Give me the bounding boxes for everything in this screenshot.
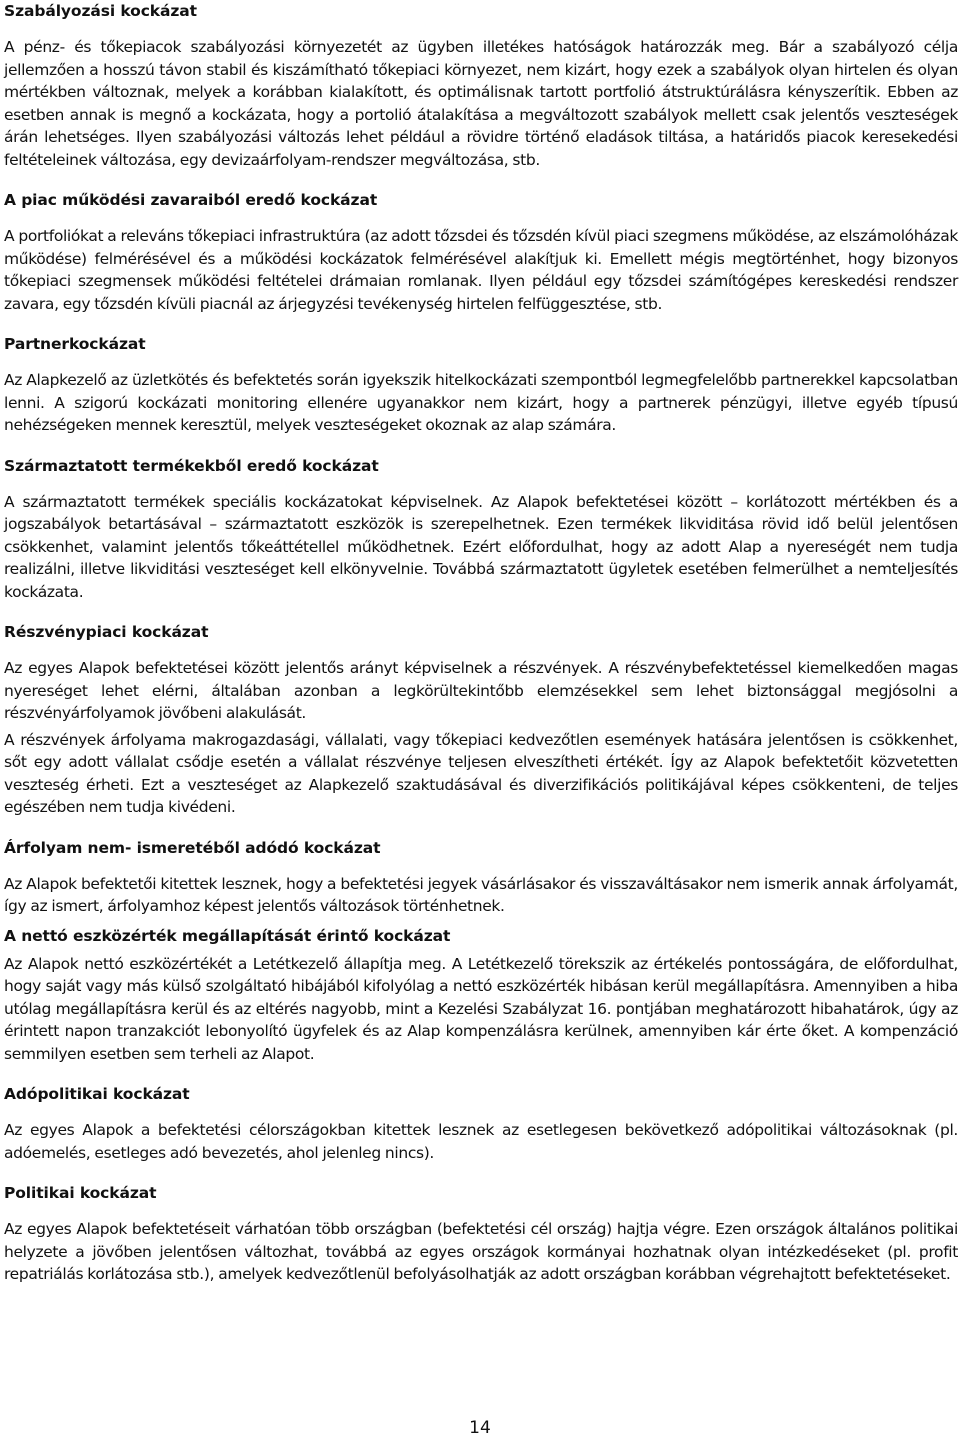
section-paragraph: Az egyes Alapok befektetései között jelentős arányt képviselnek a részvények. A részvénybefektetéssel kiemelkedően magas nyereséget lehet elérni, általában azonban a legkörültekintőbb elemzésekkel sem lehet biztonsággal megjósolni a részvényárfolyamok jövőbeni alakulását. — [4, 659, 958, 722]
section-heading: Szabályozási kockázat — [4, 2, 197, 20]
section-paragraph: A pénz- és tőkepiacok szabályozási környezetét az ügyben illetékes hatóságok határozzák meg. Bár a szabályozó célja jellemzően a hosszú távon stabil és kiszámítható tőkepiaci környezet, nem kizárt, hogy ezek a szabályok olyan hirtelen és olyan mértékben változnak, melyek a korábban kialakított, és optimálisnak tartott portfolió átstruktúrálásra kényszerítik. Ebben az esetben annak is megnő a kockázata, hogy a portolió átalakítása a megváltozott szabályok mellett csak jelentős veszteségek árán lehetséges. Ilyen szabályozási változás lehet például a rövidre történő eladások tiltása, a határidős piacok keresekedési feltételeinek változása, egy devizaárfolyam-rendszer megváltozása, stb. — [4, 38, 958, 169]
section-paragraph: A részvények árfolyama makrogazdasági, vállalati, vagy tőkepiaci kedvezőtlen események hatására jelentősen is csökkenhet, sőt egy adott vállalat csődje esetén a vállalat részvénye teljesen elveszítheti értékét. Így az Alapok befektetőit közvetetten veszteség érheti. Ezt a veszteséget az Alapkezelő szaktudásával és diverzifikációs politikájával képes csökkenteni, de teljes egészében nem tudja kivédeni. — [4, 730, 958, 816]
section-heading: Partnerkockázat — [4, 335, 146, 353]
section-paragraph: Az Alapok befektetői kitettek lesznek, hogy a befektetési jegyek vásárlásakor és visszaváltásakor nem ismerik annak árfolyamát, így az ismert, árfolyamhoz képest jelentős változások történhetnek. — [4, 874, 958, 915]
section-heading: Részvénypiaci kockázat — [4, 623, 209, 641]
section-paragraph: Az Alapkezelő az üzletkötés és befektetés során igyekszik hitelkockázati szempontból legmegfelelőbb partnerekkel kapcsolatban lenni. A szigorú kockázati monitoring ellenére ugyanakkor nem kizárt, hogy a partnerek pénzügyi, illetve egyéb típusú nehézségeken mennek keresztül, melyek veszteségeket okoznak az alap számára. — [4, 371, 958, 434]
document-page — [4, 0, 958, 1286]
section-heading: A piac működési zavaraiból eredő kockázat — [4, 191, 378, 209]
section-heading: Árfolyam nem- ismeretéből adódó kockázat — [4, 838, 381, 857]
page-number: 14 — [469, 1418, 491, 1438]
section-paragraph: A portfoliókat a releváns tőkepiaci infrastruktúra (az adott tőzsdei és tőzsdén kívül piaci szegmens működése, az elszámolóházak működése) felmérésével és a működési kockázatok felmérésével alakítjuk ki. Emellett mégis megtörténhet, hogy bizonyos tőkepiaci szegmensek működési feltételei drámaian romlanak. Ilyen például egy tőzsdei számítógépes kereskedési rendszer zavara, egy tőzsdén kívüli piacnál az árjegyzési tevékenység hirtelen felfüggesztése, stb. — [4, 227, 958, 313]
section-heading: Származtatott termékekből eredő kockázat — [4, 456, 379, 475]
section-paragraph: Az egyes Alapok befektetéseit várhatóan több országban (befektetési cél ország) hajtja végre. Ezen országok általános politikai helyzete a jövőben jelentősen változhat, továbbá az egyes országok kormányai hozhatnak olyan intézkedéseket (pl. profit repatriálás korlátozása stb.), amelyek kedvezőtlenül befolyásolhatják az adott országban korábban végrehajtott befektetéseket. — [4, 1220, 958, 1283]
section-paragraph: Az Alapok nettó eszközértékét a Letétkezelő állapítja meg. A Letétkezelő törekszik az értékelés pontosságára, de előfordulhat, hogy saját vagy más külső szolgáltató hibájából kifolyólag a nettó eszközérték hibásan kerül megállapításra. Amennyiben a hiba utólag megállapításra kerül és az eltérés nagyobb, mint a Kezelési Szabályzat 16. pontjában meghatározott hibahatárok, úgy az érintett napon tranzakciót lebonyolító ügyfelek és az Alap kompenzálásra kerülnek, amennyiben kár érte őket. A kompenzáció semmilyen esetben sem terheli az Alapot. — [4, 954, 958, 1063]
section-heading: Adópolitikai kockázat — [4, 1085, 190, 1103]
section-heading: Politikai kockázat — [4, 1184, 157, 1202]
section-paragraph: Az egyes Alapok a befektetési célországokban kitettek lesznek az esetlegesen bekövetkező adópolitikai változásoknak (pl. adóemelés, esetleges adó bevezetés, ahol jelenleg nincs). — [4, 1121, 958, 1162]
section-paragraph: A származtatott termékek speciális kockázatokat képviselnek. Az Alapok befektetései között – korlátozott mértékben és a jogszabályok betartásával – származtatott eszközök is szerepelhetnek. Ezen termékek likviditása rövid idő belül jelentősen csökkenhet, valamint jelentős tőkeáttétellel működhetnek. Ezért előfordulhat, hogy az adott Alap a nyereségét nem tudja realizálni, illetve likviditási veszteséget kell elkönyvelnie. Továbbá származtatott ügyletek esetében felmerülhet a nemteljesítés kockázata. — [4, 492, 958, 601]
section-heading: A nettó eszközérték megállapítását érintő kockázat — [4, 926, 451, 945]
